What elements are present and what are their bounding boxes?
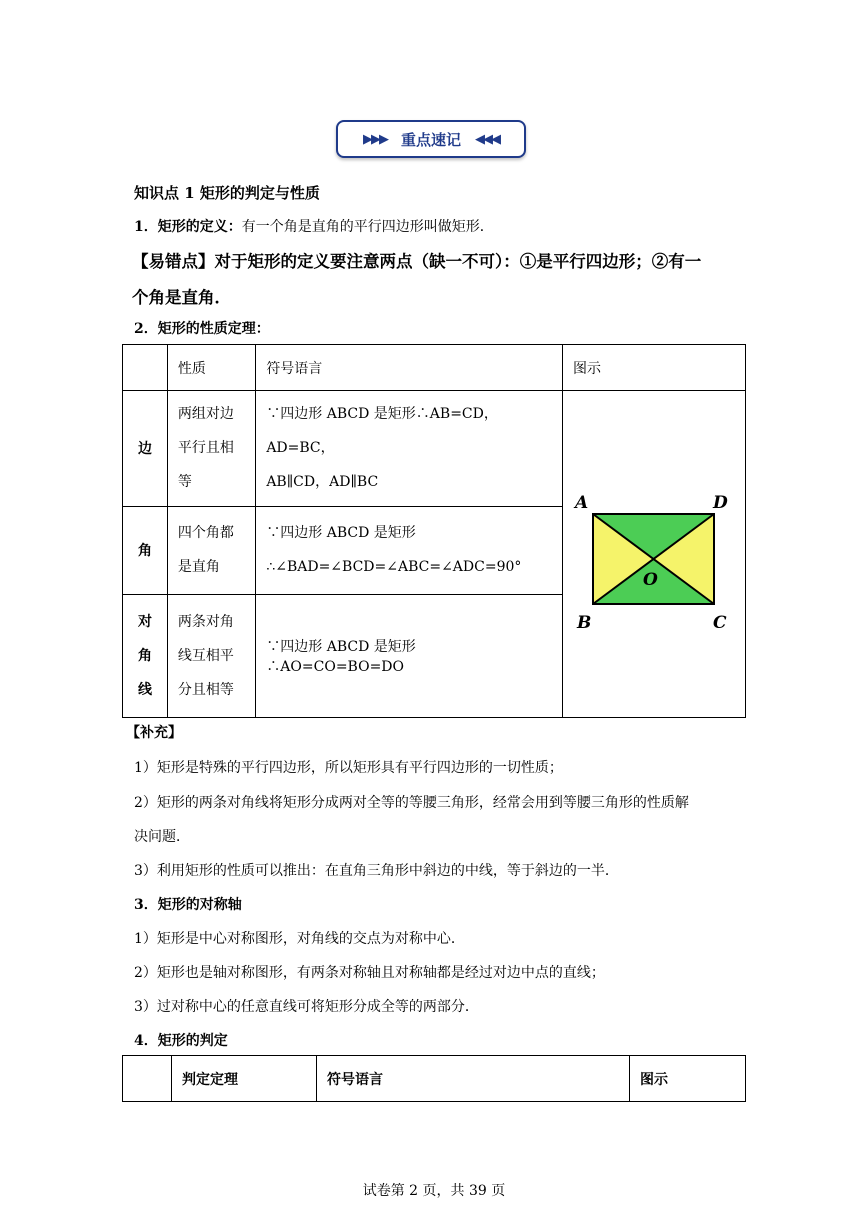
- property-text: 两组对边: [177, 406, 234, 423]
- page-footer: 试卷第 2 页，共 39 页: [362, 1183, 506, 1199]
- supplement-item: 2）矩形的两条对角线将矩形分成两对全等的等腰三角形，经常会用到等腰三角形的性质解: [134, 795, 689, 811]
- supplement-item: 1）矩形是特殊的平行四边形，所以矩形具有平行四边形的一切性质；: [134, 760, 563, 776]
- row-property: [167, 595, 255, 718]
- property-text: 等: [177, 474, 192, 491]
- header-cell-symbolic: 符号语言: [317, 1056, 630, 1102]
- row-category: 角: [123, 506, 168, 594]
- definition-label: 1．矩形的定义：: [134, 219, 242, 235]
- properties-table: [122, 344, 746, 718]
- header-cell-figure: 图示: [630, 1056, 746, 1102]
- row-symbolic: [256, 595, 563, 718]
- header-cell-figure: 图示: [563, 345, 746, 391]
- property-text: 两条对角: [177, 614, 234, 631]
- supplement-item: 决问题．: [134, 829, 190, 845]
- label-b: B: [577, 613, 592, 633]
- mistake-line-1: 【易错点】对于矩形的定义要注意两点（缺一不可）：①是平行四边形；②有一: [132, 252, 702, 271]
- table-header-row: [123, 345, 746, 391]
- symmetry-title: 3．矩形的对称轴: [134, 897, 242, 913]
- header-cell-property: 性质: [167, 345, 255, 391]
- supplement-title: 【补充】: [126, 725, 182, 741]
- header-cell-blank: [123, 1056, 172, 1102]
- label-a: A: [575, 493, 589, 513]
- row-symbolic: [256, 506, 563, 594]
- symbolic-text: AB∥CD，AD∥BC: [266, 474, 379, 491]
- criteria-table: [122, 1055, 746, 1102]
- left-arrows-icon: ◀◀◀: [475, 131, 499, 147]
- figure-cell: [563, 391, 746, 718]
- property-text: 四个角都: [177, 525, 234, 542]
- label-d: D: [713, 493, 728, 513]
- criteria-title: 4．矩形的判定: [134, 1033, 228, 1049]
- supplement-item: 3）利用矩形的性质可以推出：在直角三角形中斜边的中线，等于斜边的一半．: [134, 863, 619, 879]
- row-category: 边: [123, 391, 168, 507]
- header-cell-symbolic: 符号语言: [256, 345, 563, 391]
- section-title: 知识点 1 矩形的判定与性质: [134, 184, 320, 202]
- property-text: 线互相平: [177, 648, 234, 665]
- header-cell-blank: [123, 345, 168, 391]
- row-property: [167, 506, 255, 594]
- row-category: 对 角 线: [123, 595, 168, 718]
- mistake-line-2: 个角是直角．: [132, 288, 231, 307]
- property-text: 分且相等: [177, 682, 234, 699]
- symbolic-text: ∵四边形 ABCD 是矩形∴AB=CD，AD=BC，: [266, 406, 498, 457]
- symmetry-item: 3）过对称中心的任意直线可将矩形分成全等的两部分．: [134, 999, 479, 1015]
- banner-title: 重点速记: [400, 130, 461, 149]
- row-symbolic: [256, 391, 563, 507]
- row-property: [167, 391, 255, 507]
- symbolic-text: ∴∠BAD=∠BCD=∠ABC=∠ADC=90°: [266, 559, 522, 576]
- right-arrows-icon: ▶▶▶: [362, 131, 387, 147]
- properties-title: 2．矩形的性质定理：: [134, 321, 270, 337]
- property-text: 是直角: [177, 559, 220, 576]
- symbolic-text: ∵四边形 ABCD 是矩形: [266, 525, 416, 542]
- header-cell-criterion: 判定定理: [172, 1056, 317, 1102]
- definition-line: [134, 216, 494, 236]
- definition-text: 有一个角是直角的平行四边形叫做矩形．: [241, 219, 494, 235]
- rectangle-figure: [563, 391, 745, 713]
- table-header-row: [123, 1056, 746, 1102]
- symmetry-item: 2）矩形也是轴对称图形，有两条对称轴且对称轴都是经过对边中点的直线；: [134, 965, 605, 981]
- property-text: 平行且相: [177, 440, 234, 457]
- label-c: C: [713, 613, 727, 633]
- symmetry-item: 1）矩形是中心对称图形，对角线的交点为对称中心．: [134, 931, 465, 947]
- section-banner: [336, 120, 526, 158]
- table-row: [123, 391, 746, 507]
- symbolic-text: ∵四边形 ABCD 是矩形∴AO=CO=BO=DO: [266, 639, 416, 676]
- label-o: O: [643, 570, 658, 590]
